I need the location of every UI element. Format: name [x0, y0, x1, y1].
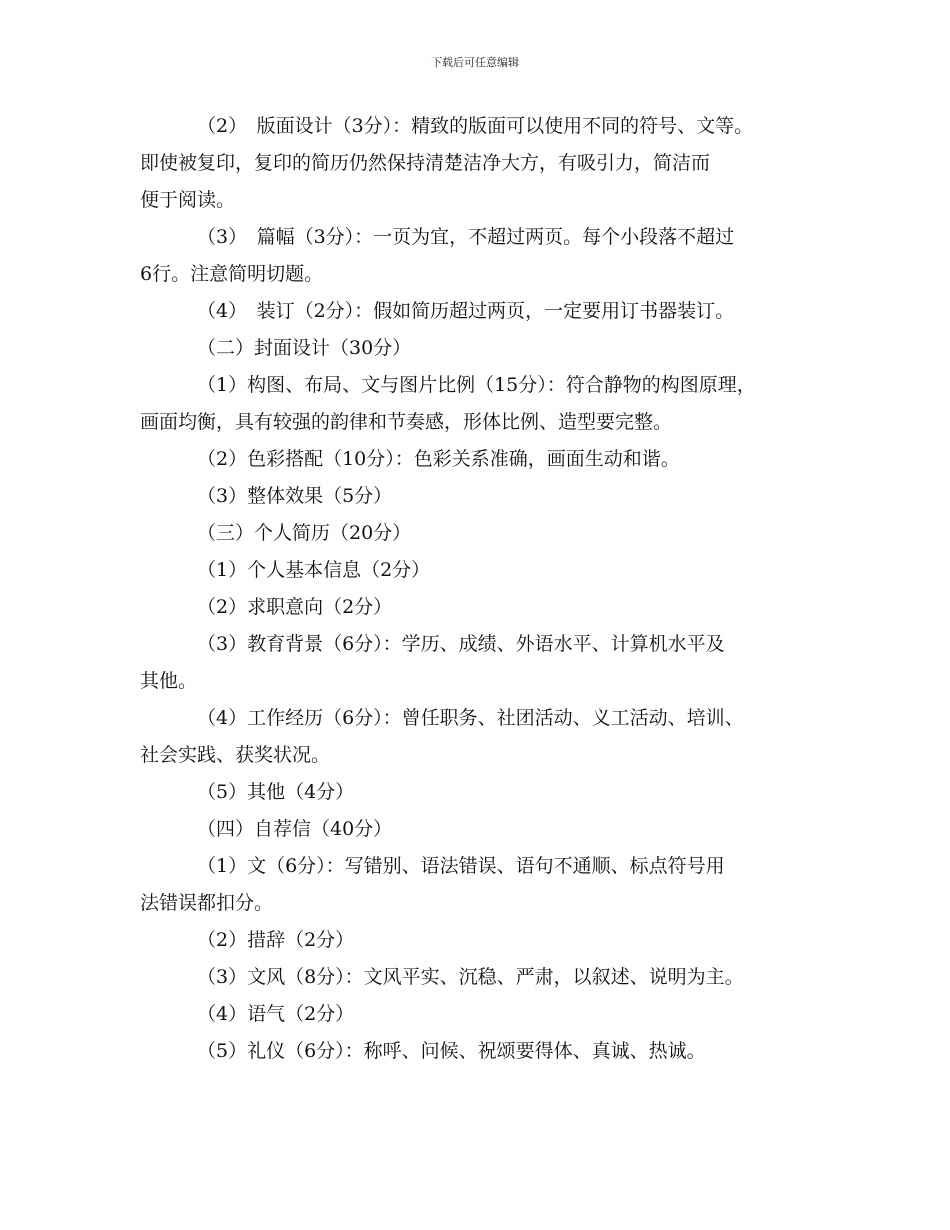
text-line: （4）工作经历（6分）：曾任职务、社团活动、义工活动、培训、	[197, 707, 744, 729]
text-line: （3）文风（8分）：文风平实、沉稳、严肃，以叙述、说明为主。	[197, 966, 744, 988]
text-line: （2）色彩搭配（10分）：色彩关系准确，画面生动和谐。	[197, 448, 680, 470]
document-body	[140, 108, 830, 1070]
text-line: 便于阅读。	[140, 189, 236, 211]
text-line: （5）礼仪（6分）：称呼、问候、祝颂要得体、真诚、热诚。	[197, 1040, 706, 1062]
text-line: （4） 装订（2分）：假如简历超过两页，一定要用订书器装订。	[197, 300, 735, 322]
text-line: 社会实践、获奖状况。	[140, 744, 331, 766]
text-line: （2） 版面设计（3分）：精致的版面可以使用不同的符号、文等。	[197, 115, 754, 137]
text-line: （1）个人基本信息（2分）	[197, 559, 431, 581]
text-line: 即使被复印，复印的简历仍然保持清楚洁净大方，有吸引力，简洁而	[140, 152, 711, 174]
text-line: （4）语气（2分）	[197, 1003, 355, 1025]
text-line: （四）自荐信（40分）	[197, 818, 393, 840]
text-line: （2）求职意向（2分）	[197, 596, 393, 618]
text-line: （二）封面设计（30分）	[197, 337, 412, 359]
text-line: （1）文（6分）：写错别、语法错误、语句不通顺、标点符号用	[197, 855, 725, 877]
text-line: （3）整体效果（5分）	[197, 485, 393, 507]
text-line: （3） 篇幅（3分）：一页为宜，不超过两页。每个小段落不超过	[197, 226, 735, 248]
text-line: （1）构图、布局、文与图片比例（15分）：符合静物的构图原理，	[197, 374, 756, 396]
text-line: （三）个人简历（20分）	[197, 522, 412, 544]
text-line: （3）教育背景（6分）：学历、成绩、外语水平、计算机水平及	[197, 633, 725, 655]
text-line: 其他。	[140, 670, 198, 692]
text-line: 6行。注意简明切题。	[140, 263, 324, 285]
text-line: （5）其他（4分）	[197, 781, 355, 803]
text-line: 法错误都扣分。	[140, 892, 274, 914]
text-line: （2）措辞（2分）	[197, 929, 355, 951]
page-header: 下载后可任意编辑	[431, 56, 519, 69]
text-line: 画面均衡，具有较强的韵律和节奏感，形体比例、造型要完整。	[140, 411, 673, 433]
